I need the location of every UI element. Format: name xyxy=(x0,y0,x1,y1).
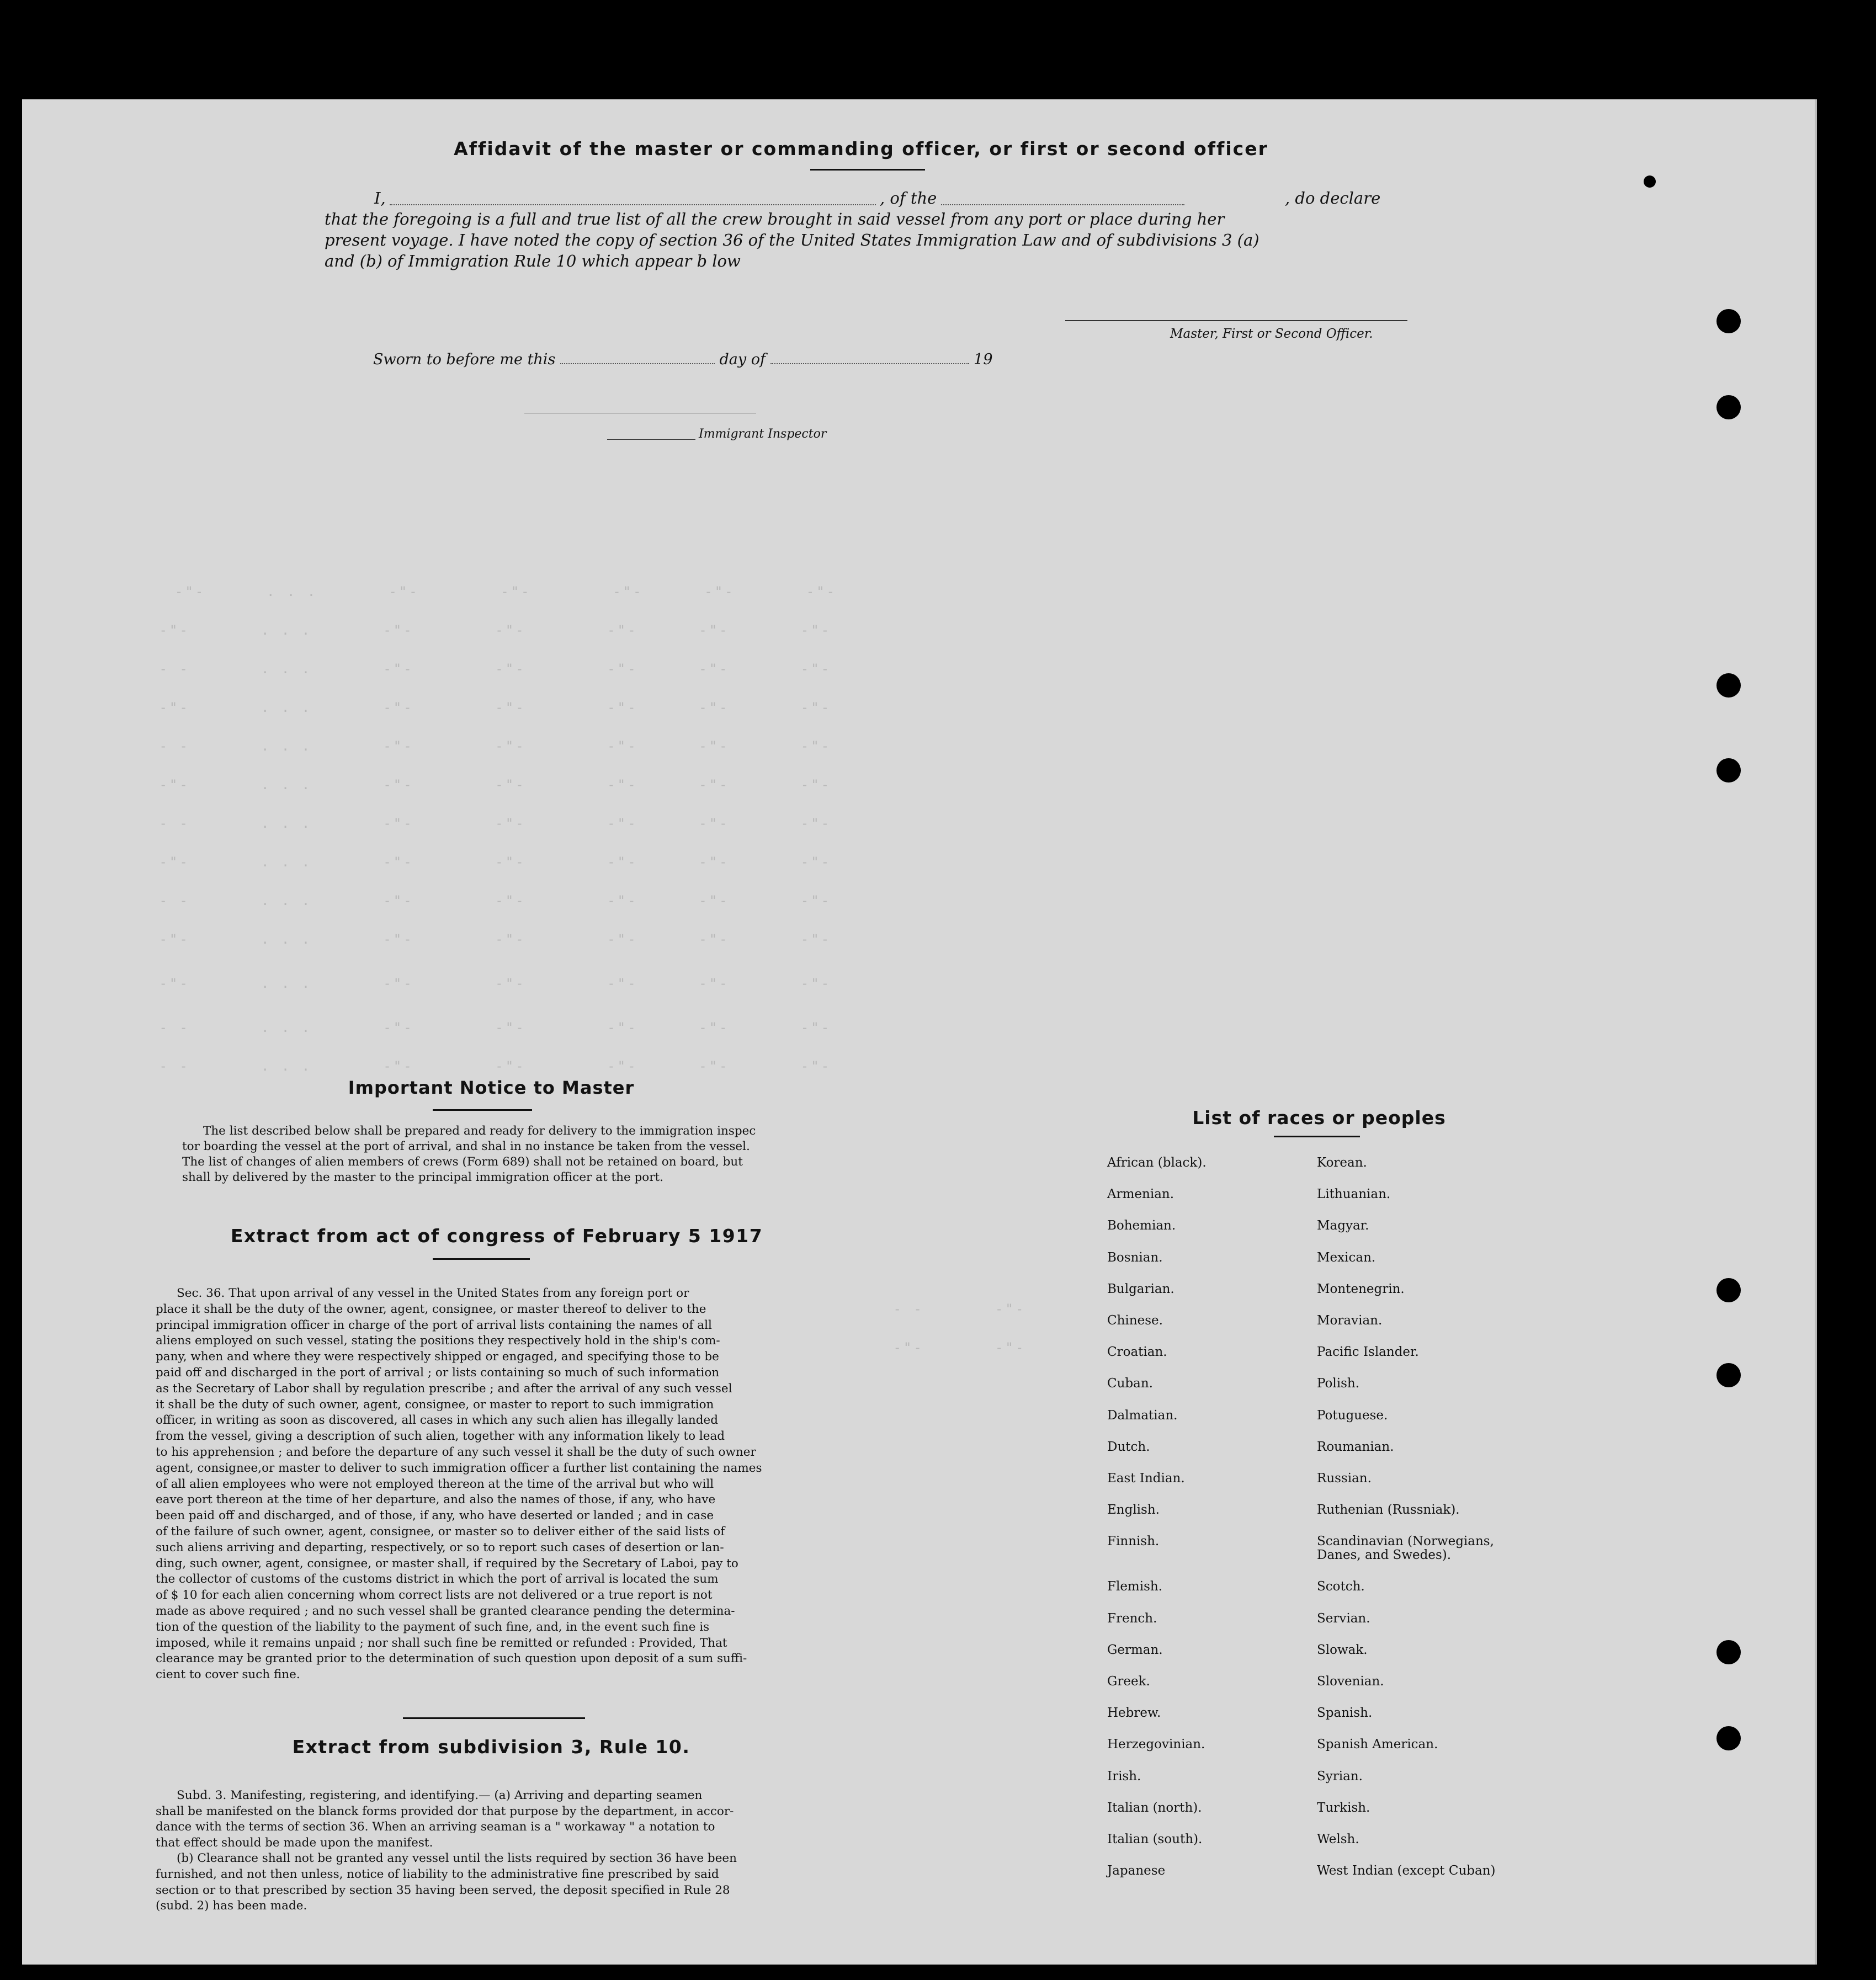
race-item: Flemish. xyxy=(1107,1579,1163,1594)
inspector-signature-line-2 xyxy=(607,439,695,440)
text-line: paid off and discharged in the port of arrival ; or lists containing so much of such information xyxy=(156,1365,720,1380)
punch-hole xyxy=(1716,758,1741,783)
text-line: the collector of customs of the customs district in which the port of arrival is located the sum xyxy=(156,1572,719,1587)
race-item: Italian (south). xyxy=(1107,1832,1203,1846)
text-line: (subd. 2) has been made. xyxy=(156,1899,307,1913)
text-line: (b) Clearance shall not be granted any vessel until the lists required by section 36 have been xyxy=(177,1851,737,1866)
sworn-year: 19 xyxy=(974,351,993,368)
text-line: it shall be the duty of such owner, agent, consignee, or master to report to such immigration xyxy=(156,1397,714,1412)
bleed-through-marks: - - . . . -"- -"- -"- -"- -"- xyxy=(159,661,832,677)
text-line: tion of the question of the liability to the payment of such fine, and, in the event such fine is xyxy=(156,1620,710,1634)
race-item: Slowak. xyxy=(1317,1642,1368,1657)
affidavit-declare: , do declare xyxy=(1285,189,1381,207)
race-item: Lithuanian. xyxy=(1317,1187,1391,1202)
race-item: Moravian. xyxy=(1317,1313,1383,1328)
race-item: Armenian. xyxy=(1107,1187,1175,1202)
punch-hole xyxy=(1716,1640,1741,1664)
bleed-through-marks: - - . . . -"- -"- -"- -"- -"- xyxy=(159,893,832,908)
text-line: shall be manifested on the blanck forms provided dor that purpose by the department, in accor- xyxy=(156,1804,734,1818)
text-line: Subd. 3. Manifesting, registering, and identifying.— (a) Arriving and departing seamen xyxy=(177,1789,703,1802)
race-item: Russian. xyxy=(1317,1471,1372,1486)
text-line: that effect should be made upon the manifest. xyxy=(156,1835,433,1850)
race-item: Ruthenian (Russniak). xyxy=(1317,1503,1460,1518)
race-item: Pacific Islander. xyxy=(1317,1345,1419,1360)
punch-hole xyxy=(1644,175,1656,188)
text-line: such aliens arriving and departing, respectively, or so to report such cases of desertion or lan- xyxy=(156,1540,724,1555)
race-item: Dalmatian. xyxy=(1107,1408,1178,1423)
race-item: East Indian. xyxy=(1107,1471,1185,1486)
race-item: West Indian (except Cuban) xyxy=(1317,1864,1496,1878)
races-underline xyxy=(1274,1136,1360,1137)
text-line: The list described below shall be prepared and ready for delivery to the immigration inspec xyxy=(203,1124,756,1138)
extract-act-underline xyxy=(433,1258,530,1260)
race-item: Hebrew. xyxy=(1107,1706,1161,1721)
race-item: Herzegovinian. xyxy=(1107,1737,1205,1752)
text-line: of all alien employees who were not employed thereon at the time of the arrival but who will xyxy=(156,1477,714,1491)
text-line: to his apprehension ; and before the departure of any such vessel it shall be the duty of such owner xyxy=(156,1445,756,1459)
affidavit-line2: that the foregoing is a full and true list of all the crew brought in said vessel from any port or place during her xyxy=(325,210,1225,228)
text-line: agent, consignee,or master to deliver to such immigration officer a further list containing the names xyxy=(156,1461,762,1475)
races-title: List of races or peoples xyxy=(1192,1107,1446,1129)
text-line: dance with the terms of section 36. When an arriving seaman is a " workaway " a notation to xyxy=(156,1820,715,1834)
race-item: English. xyxy=(1107,1503,1160,1518)
immigrant-inspector-label: Immigrant Inspector xyxy=(699,427,827,441)
text-line: ding, such owner, agent, consignee, or master shall, if required by the Secretary of Laboi, pay to xyxy=(156,1556,738,1571)
text-line: eave port thereon at the time of her departure, and also the names of those, if any, who have xyxy=(156,1493,716,1507)
text-line: principal immigration officer in charge of the port of arrival lists containing the names of all xyxy=(156,1318,712,1332)
text-line: of $ 10 for each alien concerning whom correct lists are not delivered or a true report is not xyxy=(156,1588,713,1603)
text-line: The list of changes of alien members of crews (Form 689) shall not be retained on board, but xyxy=(182,1155,743,1169)
race-item: Irish. xyxy=(1107,1769,1141,1784)
text-line: pany, when and where they were respectively shipped or engaged, and specifying those to be xyxy=(156,1350,719,1364)
notice-text xyxy=(182,1124,833,1185)
race-item: Italian (north). xyxy=(1107,1800,1202,1815)
rule-overline xyxy=(403,1717,585,1719)
race-item: Turkish. xyxy=(1317,1800,1370,1815)
affidavit-i: I, xyxy=(374,189,386,207)
text-line: made as above required ; and no such vessel shall be granted clearance pending the determina- xyxy=(156,1604,735,1618)
race-item: Cuban. xyxy=(1107,1376,1153,1391)
text-line: aliens employed on such vessel, stating the positions they respectively hold in the ship's com- xyxy=(156,1334,720,1348)
text-line: of the failure of such owner, agent, consignee, or master so to deliver either of the said lists of xyxy=(156,1524,725,1539)
notice-title: Important Notice to Master xyxy=(348,1077,635,1098)
affidavit-line3: present voyage. I have noted the copy of section 36 of the United States Immigration Law and of subdivisions 3 (a) xyxy=(325,231,1259,249)
race-item: Finnish. xyxy=(1107,1534,1160,1549)
bleed-through-marks: -"- . . . -"- -"- -"- -"- -"- xyxy=(159,622,832,638)
race-item: Servian. xyxy=(1317,1611,1370,1626)
race-item: Bohemian. xyxy=(1107,1218,1176,1233)
race-item: Magyar. xyxy=(1317,1218,1369,1233)
race-item: Mexican. xyxy=(1317,1250,1376,1265)
text-line: as the Secretary of Labor shall by regulation prescribe ; and after the arrival of any such vessel xyxy=(156,1381,732,1396)
race-item: Welsh. xyxy=(1317,1832,1359,1846)
bleed-through-marks: -"- . . . -"- -"- -"- -"- -"- xyxy=(174,584,837,599)
race-item: Potuguese. xyxy=(1317,1408,1388,1423)
bleed-through-marks: -"- . . . -"- -"- -"- -"- -"- xyxy=(159,976,832,991)
race-item: Roumanian. xyxy=(1317,1439,1394,1454)
extract-act-text xyxy=(156,1286,838,1683)
race-item: Bulgarian. xyxy=(1107,1281,1175,1296)
text-line: from the vessel, giving a description of such alien, together with any information likely to lead xyxy=(156,1429,725,1444)
text-line: cient to cover such fine. xyxy=(156,1668,300,1682)
bleed-through-marks: - - . . . -"- -"- -"- -"- -"- xyxy=(159,738,832,754)
sworn-month-field xyxy=(770,363,969,364)
text-line: imposed, while it remains unpaid ; nor shall such fine be remitted or refunded : Provided, That xyxy=(156,1636,727,1650)
affidavit-title: Affidavit of the master or commanding officer, or first or second officer xyxy=(454,138,1268,159)
master-signature-label: Master, First or Second Officer. xyxy=(1170,327,1373,341)
bleed-through-marks: - - -"- xyxy=(893,1301,1026,1317)
bleed-through-marks: -"- . . . -"- -"- -"- -"- -"- xyxy=(159,777,832,792)
race-item: Spanish. xyxy=(1317,1706,1373,1721)
punch-hole xyxy=(1716,1363,1741,1387)
extract-act-title: Extract from act of congress of February 5 1917 xyxy=(230,1225,763,1247)
text-line: officer, in writing as soon as discovered, all cases in which any such alien has illegally landed xyxy=(156,1413,718,1428)
sworn-prefix: Sworn to before me this xyxy=(373,351,556,368)
extract-rule-title: Extract from subdivision 3, Rule 10. xyxy=(292,1736,690,1758)
race-item: Slovenian. xyxy=(1317,1674,1384,1689)
race-item: Scandinavian (Norwegians, xyxy=(1317,1534,1494,1549)
race-item: Japanese xyxy=(1107,1864,1166,1878)
race-item: Bosnian. xyxy=(1107,1250,1163,1265)
bleed-through-marks: - - . . . -"- -"- -"- -"- -"- xyxy=(159,1058,832,1074)
race-item: Scotch. xyxy=(1317,1579,1365,1594)
race-item: Greek. xyxy=(1107,1674,1150,1689)
punch-hole xyxy=(1716,1726,1741,1750)
race-item: French. xyxy=(1107,1611,1157,1626)
text-line: section or to that prescribed by section 35 having been served, the deposit specified in Rule 28 xyxy=(156,1883,730,1897)
sworn-line xyxy=(373,351,1091,368)
race-item: Danes, and Swedes). xyxy=(1317,1548,1452,1563)
sworn-day-field xyxy=(560,363,715,364)
race-item: Chinese. xyxy=(1107,1313,1163,1328)
race-item: Montenegrin. xyxy=(1317,1281,1405,1296)
affidavit-line4: and (b) of Immigration Rule 10 which appear b low xyxy=(325,252,741,270)
race-item: German. xyxy=(1107,1642,1163,1657)
signature-line xyxy=(1065,320,1407,321)
punch-hole xyxy=(1716,673,1741,698)
text-line: place it shall be the duty of the owner, agent, consignee, or master thereof to deliver to the xyxy=(156,1302,706,1316)
bleed-through-marks: - - . . . -"- -"- -"- -"- -"- xyxy=(159,1020,832,1035)
title-underline xyxy=(810,169,925,171)
name-field-line xyxy=(390,204,1184,205)
affidavit-of-the: , of the xyxy=(876,188,940,209)
text-line: Sec. 36. That upon arrival of any vessel in the United States from any foreign port or xyxy=(177,1286,689,1300)
bleed-through-marks: -"- . . . -"- -"- -"- -"- -"- xyxy=(159,854,832,870)
punch-hole xyxy=(1716,395,1741,419)
race-item: Croatian. xyxy=(1107,1345,1167,1360)
text-line: tor boarding the vessel at the port of arrival, and shal in no instance be taken from the vessel. xyxy=(182,1140,750,1153)
notice-underline xyxy=(433,1109,532,1111)
race-item: African (black). xyxy=(1107,1156,1207,1170)
race-item: Polish. xyxy=(1317,1376,1360,1391)
text-line: shall by delivered by the master to the principal immigration officer at the port. xyxy=(182,1170,663,1184)
affidavit-declaration xyxy=(325,188,1406,272)
text-line: been paid off and discharged, and of those, if any, who have deserted or landed ; and in case xyxy=(156,1509,714,1523)
punch-hole xyxy=(1716,1278,1741,1302)
race-item: Dutch. xyxy=(1107,1439,1150,1454)
extract-rule-text xyxy=(156,1788,838,1914)
bleed-through-marks: -"- . . . -"- -"- -"- -"- -"- xyxy=(159,932,832,947)
race-item: Korean. xyxy=(1317,1156,1367,1170)
text-line: furnished, and not then unless, notice of liability to the administrative fine prescribed by said xyxy=(156,1867,719,1881)
race-item: Syrian. xyxy=(1317,1769,1363,1784)
text-line: clearance may be granted prior to the determination of such question upon deposit of a sum suffi- xyxy=(156,1652,747,1666)
race-item: Spanish American. xyxy=(1317,1737,1438,1752)
sworn-day-of: day of xyxy=(719,351,766,368)
bleed-through-marks: - - . . . -"- -"- -"- -"- -"- xyxy=(159,816,832,831)
bleed-through-marks: -"- -"- xyxy=(893,1340,1026,1355)
bleed-through-marks: -"- . . . -"- -"- -"- -"- -"- xyxy=(159,700,832,715)
punch-hole xyxy=(1716,309,1741,333)
